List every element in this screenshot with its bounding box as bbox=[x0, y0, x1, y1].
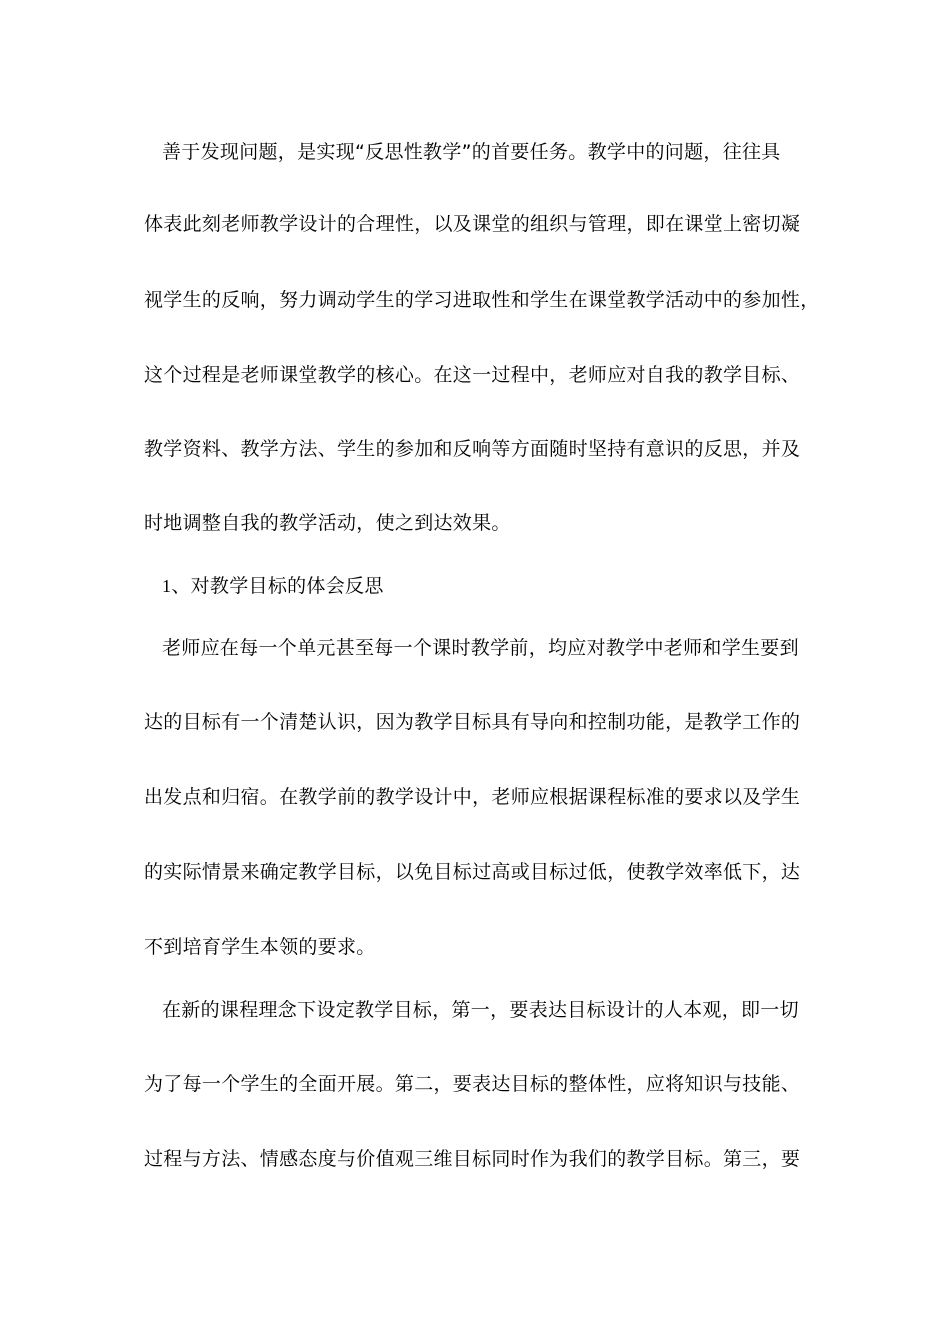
paragraph-2-line-3: 出发点和归宿。在教学前的教学设计中，老师应根据课程标准的要求以及学生 bbox=[144, 786, 801, 808]
paragraph-1-line-6: 时地调整自我的教学活动，使之到达效果。 bbox=[144, 512, 511, 534]
paragraph-1-line-2: 体表此刻老师教学设计的合理性，以及课堂的组织与管理，即在课堂上密切凝 bbox=[144, 213, 801, 235]
paragraph-2-line-5: 不到培育学生本领的要求。 bbox=[144, 936, 376, 958]
paragraph-2-line-4: 的实际情景来确定教学目标，以免目标过高或目标过低，使教学效率低下，达 bbox=[144, 861, 801, 883]
paragraph-2-line-2: 达的目标有一个清楚认识，因为教学目标具有导向和控制功能，是教学工作的 bbox=[144, 711, 801, 733]
paragraph-2-line-1: 老师应在每一个单元甚至每一个课时教学前，均应对教学中老师和学生要到 bbox=[162, 637, 799, 659]
paragraph-1-line-1: 善于发现问题，是实现“反思性教学”的首要任务。教学中的问题，往往具 bbox=[162, 141, 781, 163]
section-heading-number: 1 bbox=[162, 576, 172, 596]
paragraph-3-line-1: 在新的课程理念下设定教学目标，第一，要表达目标设计的人本观，即一切 bbox=[162, 999, 799, 1021]
paragraph-1-line-4: 这个过程是老师课堂教学的核心。在这一过程中，老师应对自我的教学目标、 bbox=[144, 364, 801, 386]
paragraph-1-line-5: 教学资料、教学方法、学生的参加和反响等方面随时坚持有意识的反思，并及 bbox=[144, 438, 801, 460]
paragraph-3-line-2: 为了每一个学生的全面开展。第二，要表达目标的整体性，应将知识与技能、 bbox=[144, 1073, 801, 1095]
paragraph-1-line-3: 视学生的反响，努力调动学生的学习进取性和学生在课堂教学活动中的参加性， bbox=[144, 289, 820, 311]
section-heading bbox=[162, 573, 822, 599]
paragraph-3-line-3: 过程与方法、情感态度与价值观三维目标同时作为我们的教学目标。第三，要 bbox=[144, 1148, 801, 1170]
section-heading-text: 、对教学目标的体会反思 bbox=[171, 575, 384, 597]
